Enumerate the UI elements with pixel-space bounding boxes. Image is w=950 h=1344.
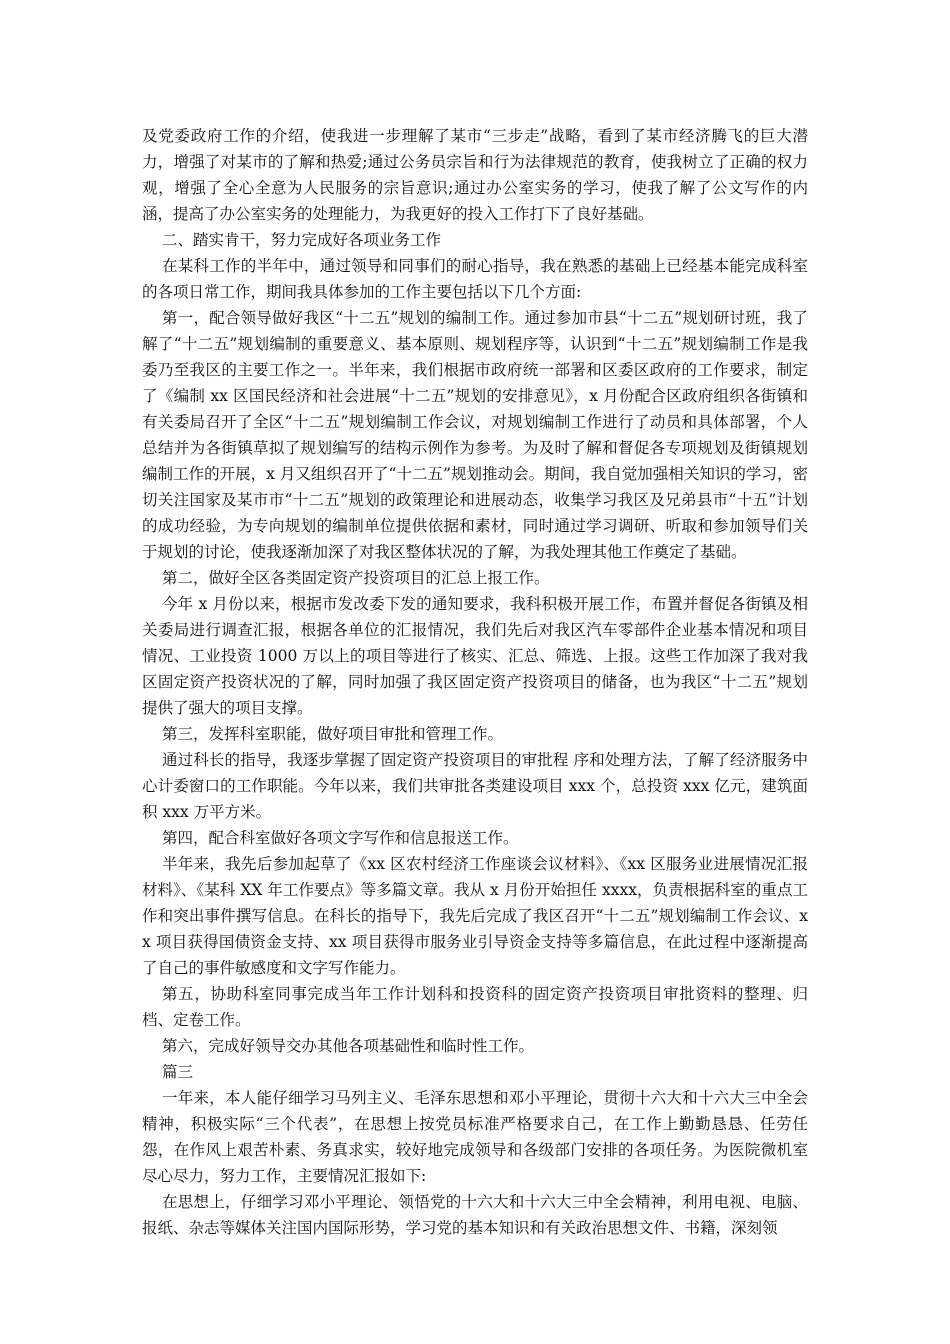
paragraph-work-overview: 在某科工作的半年中，通过领导和同事们的耐心指导，我在熟悉的基础上已经基本能完成科室的各项日常工作，期间我具体参加的工作主要包括以下几个方面:: [142, 257, 808, 301]
paragraph-item-3-heading: 第三，发挥科室职能，做好项目审批和管理工作。: [162, 725, 504, 743]
paragraph-item-2-body: 今年 x 月份以来，根据市发改委下发的通知要求，我科积极开展工作，布置并督促各街镇及相关委局进行调查汇报，根据各单位的汇报情况，我们先后对我区汽车零部件企业基本情况和项目情况、工业投资 1000 万以上的项目等进行了核实、汇总、筛选、上报。这些工作加深了我对我区固定资产投资状况的了解，同时加强了我区固定资产投资项目的储备，也为我区“十二五”规划提供了强大的项目支撑。: [142, 595, 808, 717]
paragraph-item-2-heading: 第二，做好全区各类固定资产投资项目的汇总上报工作。: [162, 569, 550, 587]
paragraph-item-3-body: 通过科长的指导，我逐步掌握了固定资产投资项目的审批程 序和处理方法，了解了经济服务中心计委窗口的工作职能。今年以来，我们共审批各类建设项目 xxx 个，总投资 xxx 亿元，建筑面积 xxx 万平方米。: [142, 751, 808, 821]
paragraph-part-3-intro: 一年来，本人能仔细学习马列主义、毛泽东思想和邓小平理论，贯彻十六大和十六大三中全会精神，积极实际“三个代表”，在思想上按党员标准严格要求自己，在工作上勤勤恳恳、任劳任怨，在作风上艰苦朴素、务真求实，较好地完成领导和各级部门安排的各项任务。为医院微机室尽心尽力，努力工作，主要情况汇报如下:: [142, 1089, 808, 1185]
paragraph-intro-continuation: 及党委政府工作的介绍，使我进一步理解了某市“三步走”战略，看到了某市经济腾飞的巨大潜力，增强了对某市的了解和热爱;通过公务员宗旨和行为法律规范的教育，使我树立了正确的权力观，增强了全心全意为人民服务的宗旨意识;通过办公室实务的学习，使我了解了公文写作的内涵，提高了办公室实务的处理能力，为我更好的投入工作打下了良好基础。: [142, 127, 808, 223]
paragraph-item-6: 第六，完成好领导交办其他各项基础性和临时性工作。: [162, 1037, 535, 1055]
section-heading-part-3: 篇三: [162, 1063, 194, 1081]
paragraph-item-5: 第五，协助科室同事完成当年工作计划科和投资科的固定资产投资项目审批资料的整理、归档、定卷工作。: [142, 985, 808, 1029]
document-page: [142, 123, 808, 1241]
paragraph-item-4-heading: 第四，配合科室做好各项文字写作和信息报送工作。: [162, 829, 519, 847]
paragraph-thought: 在思想上，仔细学习邓小平理论、领悟党的十六大和十六大三中全会精神，利用电视、电脑、报纸、杂志等媒体关注国内国际形势，学习党的基本知识和有关政治思想文件、书籍，深刻领: [142, 1193, 808, 1237]
section-heading-work: 二、踏实肯干，努力完成好各项业务工作: [162, 231, 442, 249]
paragraph-item-4-body: 半年来，我先后参加起草了《xx 区农村经济工作座谈会议材料》、《xx 区服务业进展情况汇报材料》、《某科 XX 年工作要点》等多篇文章。我从 x 月份开始担任 xxxx，负责根据科室的重点工作和突出事件撰写信息。在科长的指导下，我先后完成了我区召开“十二五”规划编制工作会议、xx 项目获得国债资金支持、xx 项目获得市服务业引导资金支持等多篇信息，在此过程中逐渐提高了自己的事件敏感度和文字写作能力。: [142, 855, 808, 977]
paragraph-item-1-planning: 第一，配合领导做好我区“十二五”规划的编制工作。通过参加市县“十二五”规划研讨班，我了解了“十二五”规划编制的重要意义、基本原则、规划程序等，认识到“十二五”规划编制工作是我委乃至我区的主要工作之一。半年来，我们根据市政府统一部署和区委区政府的工作要求，制定了《编制 xx 区国民经济和社会进展“十二五”规划的安排意见》，x 月份配合区政府组织各街镇和有关委局召开了全区“十二五”规划编制工作会议，对规划编制工作进行了动员和具体部署，个人总结并为各街镇草拟了规划编写的结构示例作为参考。为及时了解和督促各专项规划及街镇规划编制工作的开展，x 月又组织召开了“十二五”规划推动会。期间，我自觉加强相关知识的学习，密切关注国家及某市市“十二五”规划的政策理论和进展动态，收集学习我区及兄弟县市“十五”计划的成功经验，为专向规划的编制单位提供依据和素材，同时通过学习调研、听取和参加领导们关于规划的讨论，使我逐渐加深了对我区整体状况的了解，为我处理其他工作奠定了基础。: [142, 309, 808, 561]
